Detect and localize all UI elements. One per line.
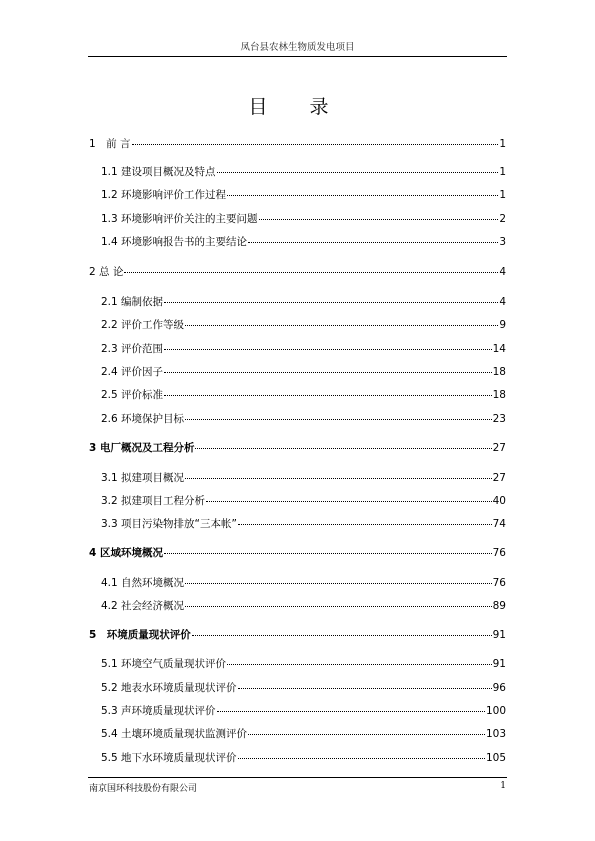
dot-leader bbox=[185, 468, 492, 479]
dot-leader bbox=[192, 625, 492, 636]
toc-entry-page: 74 bbox=[492, 518, 506, 530]
toc-entry-4-1[interactable] bbox=[101, 575, 506, 589]
toc-entry-page: 14 bbox=[492, 343, 506, 355]
toc-entry-2-3[interactable] bbox=[101, 341, 506, 355]
toc-entry-page: 40 bbox=[492, 495, 506, 507]
toc-entry-page: 1 bbox=[499, 138, 506, 150]
toc-entry-label: 1.2 环境影响评价工作过程 bbox=[101, 189, 227, 201]
footer-divider bbox=[88, 777, 507, 778]
dot-leader bbox=[185, 409, 492, 420]
toc-entry-label: 1 前 言 bbox=[89, 138, 131, 150]
toc-entry-1-3[interactable] bbox=[101, 211, 506, 225]
dot-leader bbox=[217, 162, 499, 173]
toc-entry-2-2[interactable] bbox=[101, 317, 506, 331]
toc-entry-label: 5 环境质量现状评价 bbox=[89, 629, 191, 641]
toc-entry-page: 1 bbox=[499, 166, 506, 178]
toc-entry-2-6[interactable] bbox=[101, 411, 506, 425]
running-header-title: 凤台县农林生物质发电项目 bbox=[240, 42, 355, 53]
toc-entry-label: 2.3 评价范围 bbox=[101, 343, 164, 355]
toc-entry-4-2[interactable] bbox=[101, 598, 506, 612]
toc-entry-label: 5.4 土壤环境质量现状监测评价 bbox=[101, 728, 248, 740]
toc-entry-2[interactable] bbox=[89, 264, 506, 278]
footer-page-number: 1 bbox=[500, 781, 506, 791]
toc-entry-1-1[interactable] bbox=[101, 164, 506, 178]
toc-entry-5[interactable] bbox=[89, 627, 506, 641]
toc-entry-page: 1 bbox=[499, 189, 506, 201]
toc-entry-page: 76 bbox=[492, 577, 506, 589]
toc-entry-page: 23 bbox=[492, 413, 506, 425]
toc-entry-3[interactable] bbox=[89, 440, 506, 454]
toc-entry-page: 91 bbox=[492, 658, 506, 670]
toc-entry-page: 4 bbox=[499, 266, 506, 278]
toc-entry-2-5[interactable] bbox=[101, 387, 506, 401]
toc-entry-page: 18 bbox=[492, 366, 506, 378]
toc-entry-1-2[interactable] bbox=[101, 187, 506, 201]
toc-entry-page: 103 bbox=[485, 728, 506, 740]
toc-entry-3-2[interactable] bbox=[101, 493, 506, 507]
toc-title: 目 录 bbox=[248, 96, 347, 118]
dot-leader bbox=[227, 654, 492, 665]
toc-entry-label: 2.1 编制依据 bbox=[101, 296, 164, 308]
toc-entry-page: 96 bbox=[492, 682, 506, 694]
toc-entry-page: 105 bbox=[485, 752, 506, 764]
toc-entry-label: 1.3 环境影响评价关注的主要问题 bbox=[101, 213, 258, 225]
dot-leader bbox=[124, 262, 498, 273]
toc-entry-page: 91 bbox=[492, 629, 506, 641]
dot-leader bbox=[164, 362, 492, 373]
toc-entry-label: 3.3 项目污染物排放“三本帐” bbox=[101, 518, 237, 530]
toc-entry-label: 1.4 环境影响报告书的主要结论 bbox=[101, 236, 248, 248]
dot-leader bbox=[248, 724, 485, 735]
dot-leader bbox=[238, 748, 485, 759]
dot-leader bbox=[164, 385, 492, 396]
dot-leader bbox=[164, 292, 498, 303]
dot-leader bbox=[248, 232, 498, 243]
toc-entry-label: 4.1 自然环境概况 bbox=[101, 577, 185, 589]
toc-entry-5-2[interactable] bbox=[101, 680, 506, 694]
toc-entry-label: 5.1 环境空气质量现状评价 bbox=[101, 658, 227, 670]
toc-entry-page: 27 bbox=[492, 442, 506, 454]
toc-entry-label: 2.2 评价工作等级 bbox=[101, 319, 185, 331]
toc-entry-label: 5.2 地表水环境质量现状评价 bbox=[101, 682, 237, 694]
toc-entry-label: 1.1 建设项目概况及特点 bbox=[101, 166, 216, 178]
toc-entry-label: 2.5 评价标准 bbox=[101, 389, 164, 401]
toc-entry-3-3[interactable] bbox=[101, 516, 506, 530]
toc-entry-label: 2 总 论 bbox=[89, 266, 124, 278]
dot-leader bbox=[185, 573, 492, 584]
toc-entry-5-1[interactable] bbox=[101, 656, 506, 670]
toc-entry-1-4[interactable] bbox=[101, 234, 506, 248]
dot-leader bbox=[238, 678, 492, 689]
toc-entry-2-1[interactable] bbox=[101, 294, 506, 308]
toc-entry-page: 76 bbox=[492, 547, 506, 559]
toc-entry-label: 3 电厂概况及工程分析 bbox=[89, 442, 195, 454]
dot-leader bbox=[132, 134, 499, 145]
toc-entry-label: 4 区域环境概况 bbox=[89, 547, 163, 559]
toc-entry-page: 89 bbox=[492, 600, 506, 612]
toc-entry-page: 2 bbox=[499, 213, 506, 225]
toc-entry-label: 3.1 拟建项目概况 bbox=[101, 472, 185, 484]
dot-leader bbox=[206, 491, 492, 502]
toc-entry-page: 9 bbox=[499, 319, 506, 331]
toc-entry-page: 3 bbox=[499, 236, 506, 248]
toc-entry-label: 3.2 拟建项目工程分析 bbox=[101, 495, 206, 507]
toc-entry-5-5[interactable] bbox=[101, 750, 506, 764]
dot-leader bbox=[185, 315, 498, 326]
dot-leader bbox=[259, 209, 499, 220]
toc-entry-label: 4.2 社会经济概况 bbox=[101, 600, 185, 612]
toc-entry-page: 4 bbox=[499, 296, 506, 308]
dot-leader bbox=[227, 185, 498, 196]
dot-leader bbox=[164, 543, 492, 554]
toc-entry-label: 5.5 地下水环境质量现状评价 bbox=[101, 752, 237, 764]
toc-entry-5-4[interactable] bbox=[101, 726, 506, 740]
toc-entry-1[interactable] bbox=[89, 136, 506, 150]
footer-company-name: 南京国环科技股份有限公司 bbox=[89, 784, 198, 794]
toc-entry-page: 27 bbox=[492, 472, 506, 484]
toc-entry-4[interactable] bbox=[89, 545, 506, 559]
dot-leader bbox=[238, 514, 492, 525]
toc-entry-page: 100 bbox=[485, 705, 506, 717]
dot-leader bbox=[185, 596, 492, 607]
toc-entry-label: 2.6 环境保护目标 bbox=[101, 413, 185, 425]
dot-leader bbox=[217, 701, 485, 712]
toc-entry-label: 5.3 声环境质量现状评价 bbox=[101, 705, 216, 717]
dot-leader bbox=[164, 339, 492, 350]
dot-leader bbox=[195, 438, 491, 449]
toc-entry-5-3[interactable] bbox=[101, 703, 506, 717]
header-divider bbox=[88, 56, 507, 57]
toc-entry-page: 18 bbox=[492, 389, 506, 401]
toc-entry-label: 2.4 评价因子 bbox=[101, 366, 164, 378]
toc-entry-3-1[interactable] bbox=[101, 470, 506, 484]
toc-entry-2-4[interactable] bbox=[101, 364, 506, 378]
